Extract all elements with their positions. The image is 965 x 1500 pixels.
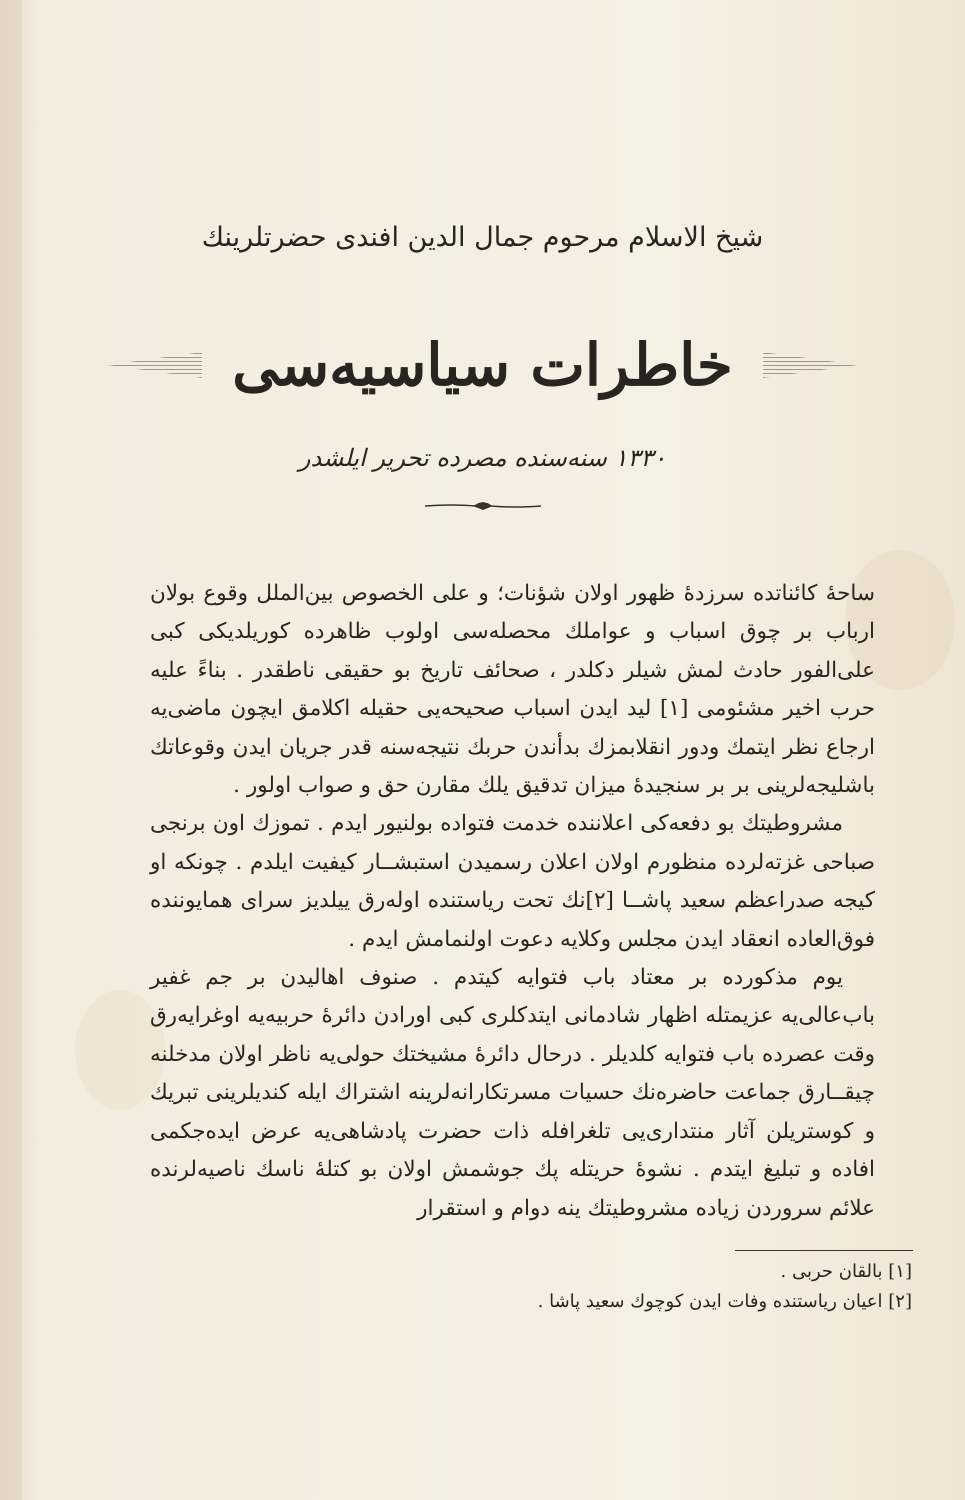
- divider-ornament: [0, 498, 965, 518]
- paragraph-1: ساحهٔ کائناتده سرزدهٔ ظهور اولان شؤنات؛ و علی الخصوص بین‌الملل وقوع بولان ارباب بر چوق اسباب و عواملك محصله‌سی اولوب ظاهرده کوریلدیکی کبی علی‌الفور حادث لمش شیلر دکلدر ، صحائف تاریخ بو حقیقی ناطقدر . بناءً علیه حرب اخیر مشئومی [۱] لید ایدن اسباب صحیحه‌یی حقیله اکلامق ایچون ماضی‌یه ارجاع نظر ایتمك ودور انقلابمزك بدأندن حربك نتیجه‌سنه قدر جریان ایدن وقوعاتك باشلیجه‌لرینی بر بر سنجیدهٔ میزان تدقیق یلك مقارن حق و صواب اولور .: [150, 581, 875, 799]
- header-subtitle: شیخ الاسلام مرحوم جمال الدین افندی حضرتلرینك: [201, 222, 764, 253]
- dateline: ۱۳۳۰ سنه‌سنده مصرده تحریر ایلشدر: [298, 444, 667, 472]
- paragraph-2: مشروطیتك بو دفعه‌کی اعلاننده خدمت فتواده بولنیور ایدم . تموزك اون برنجی صباحی غزته‌لرده منظورم اولان اعلان رسمیدن استبشــار کیفیت ایلدم . چونکه او کیجه صدراعظم سعید پاشــا [۲]نك تحت ریاستنده اوله‌رق ییلدیز سرای همایوننده فوق‌العاده انعقاد ایدن مجلس وکلایه دعوت اولنمامش ایدم .: [150, 811, 875, 952]
- footnote-2: [۲] اعیان ریاستنده وفات ایدن کوچوك سعید پاشا .: [537, 1291, 912, 1312]
- paragraph-3: یوم مذکورده بر معتاد باب فتوایه کیتدم . صنوف اهالیدن بر جم غفیر باب‌عالی‌یه عزیمتله اظهار شادمانی ایتدکلری کبی اورادن دائرهٔ حربیه‌یه اوغرایه‌رق وقت عصرده باب فتوایه کلدیلر . درحال دائرهٔ مشیختك حولی‌یه ناظر اولان مدخلنه چیقــارق جماعت حاضره‌نك حسیات مسرتکارانه‌لرینه اشتراك ایله کندیلرینی تبریك و کوستریلن آثار منتداری‌یی تلغرافله ذات حضرت پادشاهی‌یه عرض ایده‌جکمی افاده و تبلیغ ایتدم . نشوهٔ حریتله پك جوشمش اولان بو کتلهٔ ناسك ناصیه‌لرنده علائم سروردن زیاده مشروطیتك ینه دوام و استقرار: [150, 965, 875, 1221]
- footnotes: [300, 1257, 912, 1317]
- page-title: خاطرات سیاسیه‌سی: [232, 331, 733, 399]
- footnote-rule: [735, 1250, 913, 1251]
- left-hatch-ornament: [107, 352, 202, 378]
- footnote-1: [۱] بالقان حربی .: [780, 1261, 912, 1282]
- right-hatch-ornament: [763, 352, 858, 378]
- title-row: [0, 325, 965, 405]
- main-text: [150, 575, 875, 1228]
